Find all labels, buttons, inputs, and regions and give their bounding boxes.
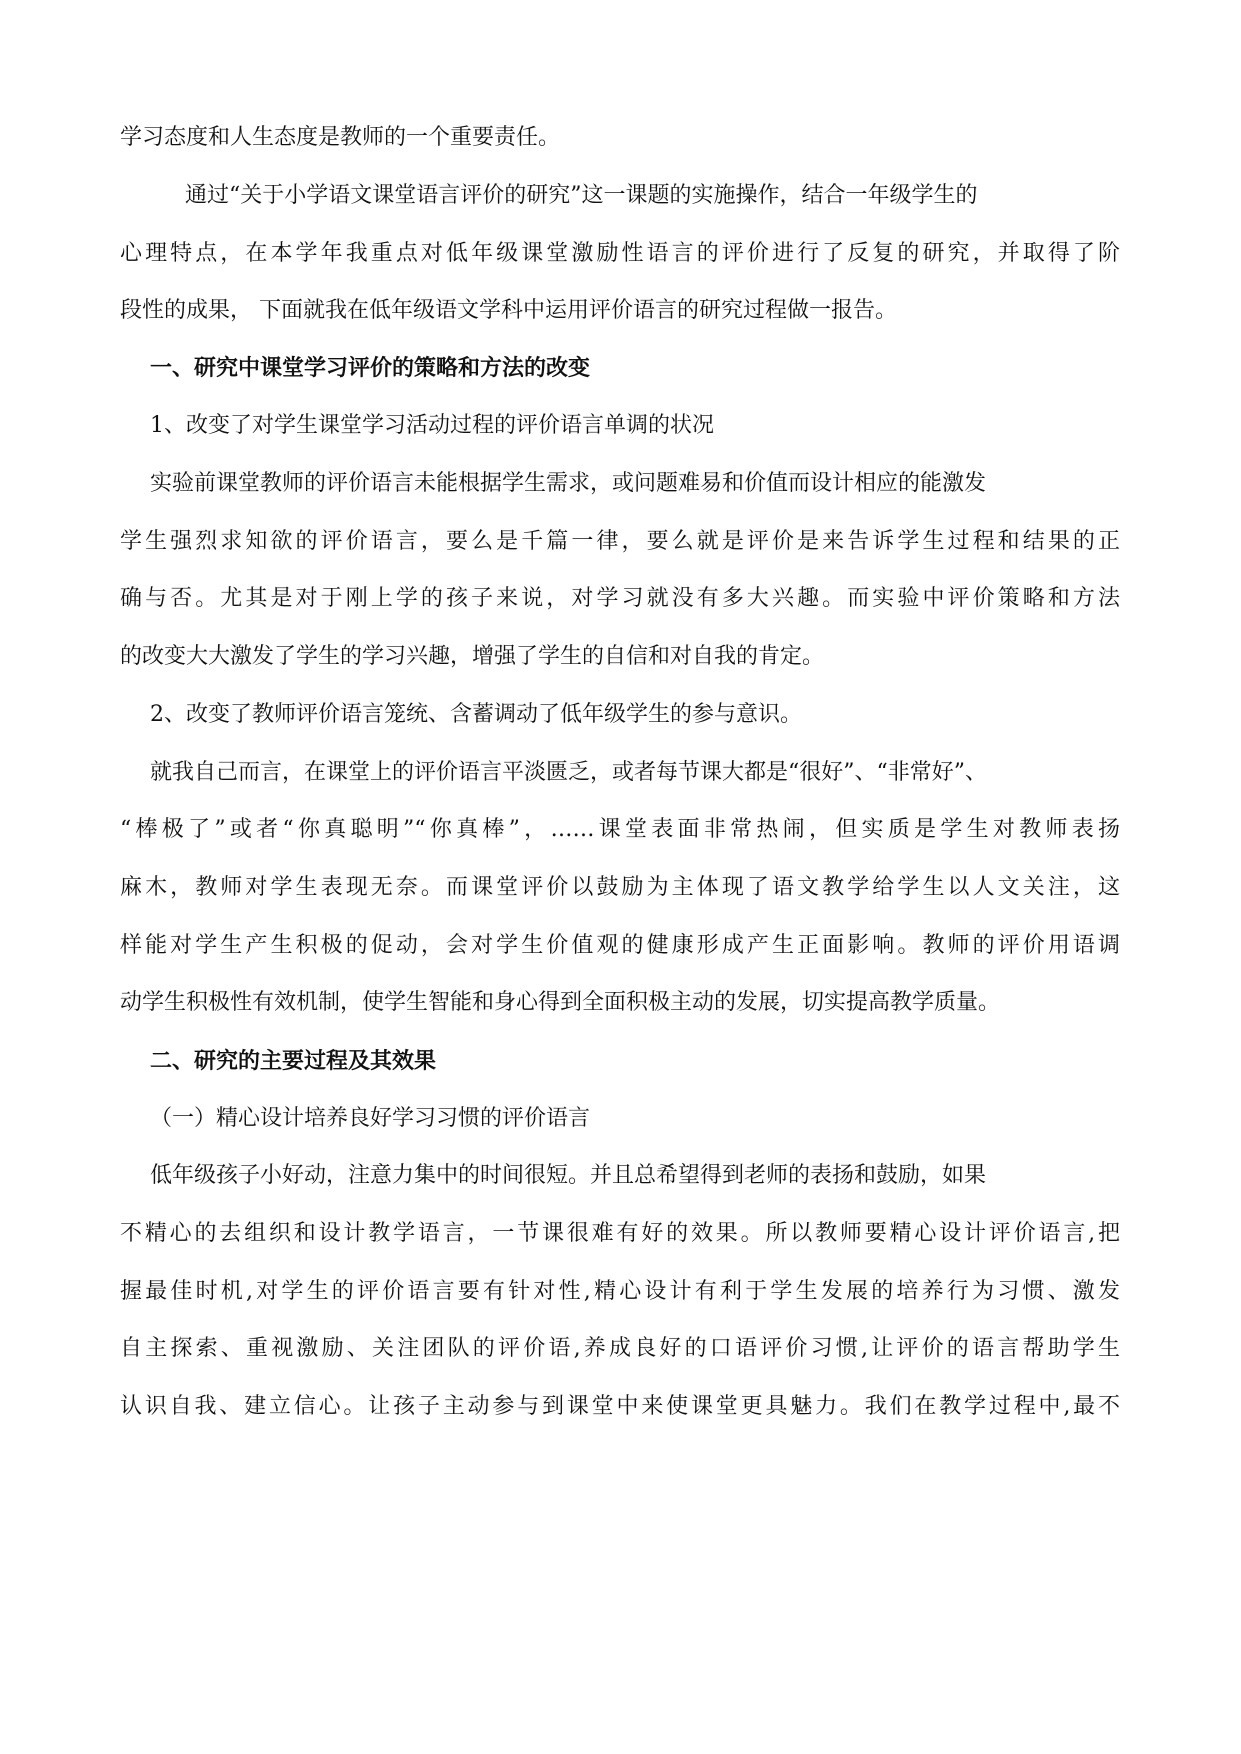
subsection-heading-1: 1、改变了对学生课堂学习活动过程的评价语言单调的状况 [150,413,714,438]
paragraph-line: 确与否。尤其是对于刚上学的孩子来说，对学习就没有多大兴趣。而实验中评价策略和方法 [120,586,1120,611]
paragraph-first-line: 低年级孩子小好动，注意力集中的时间很短。并且总希望得到老师的表扬和鼓励，如果 [150,1163,987,1188]
paragraph-first-line: 就我自己而言，在课堂上的评价语言平淡匮乏，或者每节课大都是“很好”、“非常好”、 [150,760,987,785]
paragraph-line: 麻木，教师对学生表现无奈。而课堂评价以鼓励为主体现了语文教学给学生以人文关注，这 [120,875,1120,900]
paragraph-line: 心理特点，在本学年我重点对低年级课堂激励性语言的评价进行了反复的研究，并取得了阶 [120,241,1120,266]
paragraph-last-line: 动学生积极性有效机制，使学生智能和身心得到全面积极主动的发展，切实提高教学质量。 [120,990,1001,1015]
section-heading-1: 一、研究中课堂学习评价的策略和方法的改变 [150,355,591,381]
paragraph-line: “棒极了”或者“你真聪明”“你真棒”，……课堂表面非常热闹，但实质是学生对教师表扬 [120,817,1120,842]
paragraph-line: 自主探索、重视激励、关注团队的评价语,养成良好的口语评价习惯,让评价的语言帮助学生 [120,1336,1120,1361]
paragraph-line: 学生强烈求知欲的评价语言，要么是千篇一律，要么就是评价是来告诉学生过程和结果的正 [120,529,1120,554]
subsection-heading-2: 2、改变了教师评价语言笼统、含蓄调动了低年级学生的参与意识。 [150,702,802,727]
paragraph-line: 不精心的去组织和设计教学语言，一节课很难有好的效果。所以教师要精心设计评价语言,把 [120,1221,1120,1246]
paragraph-first-line: 通过“关于小学语文课堂语言评价的研究”这一课题的实施操作，结合一年级学生的 [185,183,978,208]
paragraph-line: 认识自我、建立信心。让孩子主动参与到课堂中来使课堂更具魅力。我们在教学过程中,最不 [120,1394,1120,1419]
paragraph-first-line: 实验前课堂教师的评价语言未能根据学生需求，或问题难易和价值而设计相应的能激发 [150,471,987,496]
paragraph-last-line: 段性的成果， 下面就我在低年级语文学科中运用评价语言的研究过程做一报告。 [120,298,897,323]
paragraph-continuation-line: 学习态度和人生态度是教师的一个重要责任。 [120,125,561,150]
paragraph-line: 样能对学生产生积极的促动，会对学生价值观的健康形成产生正面影响。教师的评价用语调 [120,933,1120,958]
paragraph-line: 握最佳时机,对学生的评价语言要有针对性,精心设计有利于学生发展的培养行为习惯、激发 [120,1279,1120,1304]
section-heading-2: 二、研究的主要过程及其效果 [150,1048,437,1074]
subsection-heading-3: （一）精心设计培养良好学习习惯的评价语言 [150,1106,591,1131]
paragraph-last-line: 的改变大大激发了学生的学习兴趣，增强了学生的自信和对自我的肯定。 [120,644,825,669]
